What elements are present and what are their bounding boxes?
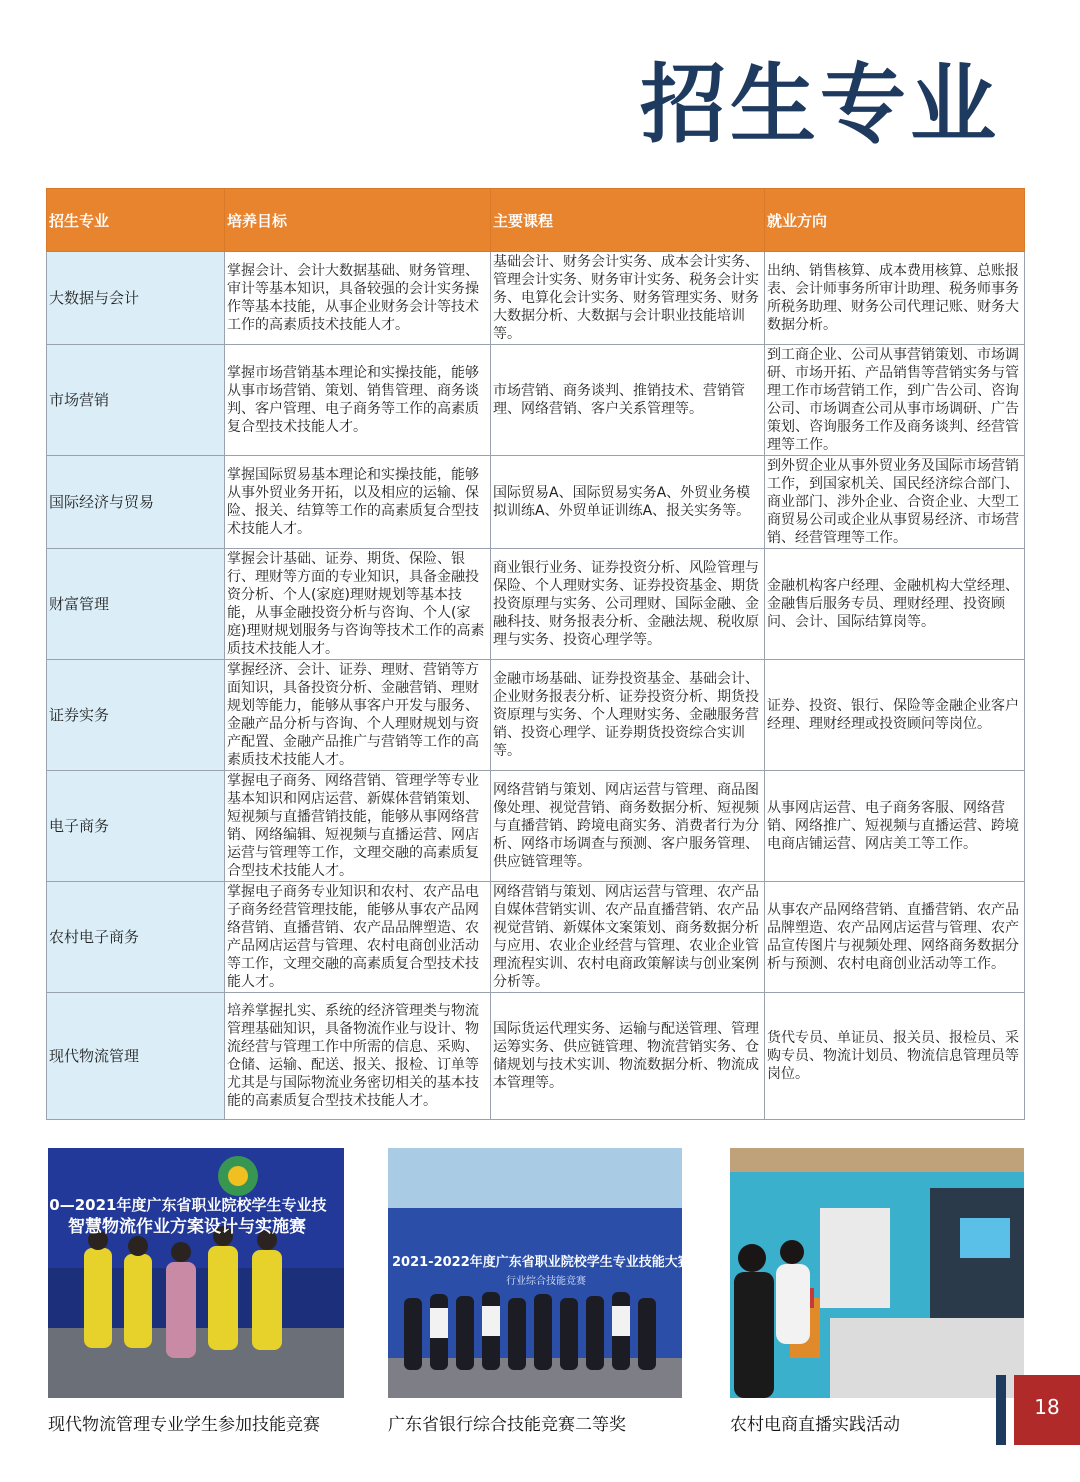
header-courses: 主要课程 — [491, 189, 765, 252]
career-cell: 从事农产品网络营销、直播营销、农产品品牌塑造、农产品网店运营与管理、农产品宣传图片与视频处理、网络商务数据分析与预测、农村电商创业活动等工作。 — [765, 882, 1025, 993]
photo-bank-banner-line2: 行业综合技能竞赛 — [506, 1276, 586, 1287]
courses-cell: 网络营销与策划、网店运营与管理、商品图像处理、视觉营销、商务数据分析、短视频与直播营销、跨境电商实务、消费者行为分析、网络市场调查与预测、客户服务管理、供应链管理等。 — [491, 771, 765, 882]
table-row — [47, 993, 1025, 1120]
career-cell: 到外贸企业从事外贸业务及国际市场营销工作，到国家机关、国民经济综合部门、商业部门、涉外企业、合资企业、大型工商贸易公司或企业从事贸易经济、市场营销、经营管理等工作。 — [765, 456, 1025, 549]
career-cell: 证券、投资、银行、保险等金融企业客户经理、理财经理或投资顾问等岗位。 — [765, 660, 1025, 771]
career-cell: 出纳、销售核算、成本费用核算、总账报表、会计师事务所审计助理、税务师事务所税务助理、财务公司代理记账、财务大数据分析。 — [765, 252, 1025, 345]
major-cell: 证券实务 — [47, 660, 225, 771]
page-number: 18 — [1014, 1375, 1080, 1445]
goal-cell: 掌握电子商务专业知识和农村、农产品电子商务经营管理技能，能够从事农产品网络营销、直播营销、农产品品牌塑造、农产品网店运营与管理、农村电商创业活动等工作，文理交融的高素质复合型技术技能人才。 — [225, 882, 491, 993]
courses-cell: 金融市场基础、证券投资基金、基础会计、企业财务报表分析、证券投资分析、期货投资原理与实务、个人理财实务、金融服务营销、投资心理学、证券期货投资综合实训等。 — [491, 660, 765, 771]
courses-cell: 国际贸易A、国际贸易实务A、外贸业务模拟训练A、外贸单证训练A、报关实务等。 — [491, 456, 765, 549]
major-cell: 市场营销 — [47, 345, 225, 456]
photo-bank-banner-line1: 2021-2022年度广东省职业院校学生专业技能大赛（高 — [392, 1255, 717, 1270]
photo-logistics-competition-image — [18, 1148, 344, 1398]
photo-logistics-banner-line1: 2020—2021年度广东省职业院校学生专业技 — [18, 1196, 327, 1214]
table-header-row — [47, 189, 1025, 252]
goal-cell: 掌握国际贸易基本理论和实操技能，能够从事外贸业务开拓，以及相应的运输、保险、报关、结算等工作的高素质复合型技术技能人才。 — [225, 456, 491, 549]
photo-livestream-practice — [730, 1148, 1024, 1398]
courses-cell: 市场营销、商务谈判、推销技术、营销管理、网络营销、客户关系管理等。 — [491, 345, 765, 456]
career-cell: 从事网店运营、电子商务客服、网络营销、网络推广、短视频与直播运营、跨境电商店铺运营、网店美工等工作。 — [765, 771, 1025, 882]
photo-logistics-competition — [18, 1148, 344, 1398]
photo-bank-competition — [388, 1148, 717, 1398]
goal-cell: 掌握会计基础、证券、期货、保险、银行、理财等方面的专业知识，具备金融投资分析、个人(家庭)理财规划等基本技能，从事金融投资分析与咨询、个人(家庭)理财规划服务与咨询等技术工作的高素质技术技能人才。 — [225, 549, 491, 660]
major-cell: 电子商务 — [47, 771, 225, 882]
photo-section — [0, 1140, 1080, 1482]
courses-cell: 网络营销与策划、网店运营与管理、农产品自媒体营销实训、农产品直播营销、农产品视觉营销、新媒体文案策划、商务数据分析与应用、农业企业经营与管理、农业企业管理流程实训、农村电商政策解读与创业案例分析等。 — [491, 882, 765, 993]
courses-cell: 国际货运代理实务、运输与配送管理、管理运筹实务、供应链管理、物流营销实务、仓储规划与技术实训、物流数据分析、物流成本管理等。 — [491, 993, 765, 1120]
photo-bank-competition-image — [388, 1148, 717, 1398]
table-row — [47, 882, 1025, 993]
courses-cell: 商业银行业务、证券投资分析、风险管理与保险、个人理财实务、证券投资基金、期货投资原理与实务、公司理财、国际金融、金融科技、财务报表分析、金融法规、税收原理与实务、投资心理学等。 — [491, 549, 765, 660]
courses-cell: 基础会计、财务会计实务、成本会计实务、管理会计实务、财务审计实务、税务会计实务、电算化会计实务、财务管理实务、财务大数据分析、大数据与会计职业技能培训等。 — [491, 252, 765, 345]
page-number-accent-bar — [996, 1375, 1006, 1445]
career-cell: 到工商企业、公司从事营销策划、市场调研、市场开拓、产品销售等营销实务与管理工作市场营销工作，到广告公司、咨询公司、市场调查公司从事市场调研、广告策划、咨询服务工作及商务谈判、经营管理等工作。 — [765, 345, 1025, 456]
goal-cell: 掌握市场营销基本理论和实操技能，能够从事市场营销、策划、销售管理、商务谈判、客户管理、电子商务等工作的高素质复合型技术技能人才。 — [225, 345, 491, 456]
photo-bank-caption: 广东省银行综合技能竞赛二等奖 — [388, 1415, 626, 1435]
major-cell: 国际经济与贸易 — [47, 456, 225, 549]
goal-cell: 掌握会计、会计大数据基础、财务管理、审计等基本知识，具备较强的会计实务操作等基本技能，从事企业财务会计等技术工作的高素质技术技能人才。 — [225, 252, 491, 345]
goal-cell: 掌握经济、会计、证券、理财、营销等方面知识，具备投资分析、金融营销、理财规划等能力，能够从事客户开发与服务、金融产品分析与咨询、个人理财规划与资产配置、金融产品推广与营销等工作的高素质技术技能人才。 — [225, 660, 491, 771]
table-row — [47, 345, 1025, 456]
majors-table — [46, 188, 1025, 1120]
table-row — [47, 549, 1025, 660]
page-title: 招生专业 — [640, 55, 1000, 155]
table-row — [47, 771, 1025, 882]
photo-livestream-caption: 农村电商直播实践活动 — [730, 1415, 900, 1435]
photo-logistics-banner-line2: 智慧物流作业方案设计与实施赛 — [68, 1217, 306, 1237]
table-row — [47, 456, 1025, 549]
major-cell: 大数据与会计 — [47, 252, 225, 345]
header-goal: 培养目标 — [225, 189, 491, 252]
table-row — [47, 660, 1025, 771]
goal-cell: 培养掌握扎实、系统的经济管理类与物流管理基础知识，具备物流作业与设计、物流经营与管理工作中所需的信息、采购、仓储、运输、配送、报关、报检、订单等尤其是与国际物流业务密切相关的基本技能的高素质复合型技术技能人才。 — [225, 993, 491, 1120]
major-cell: 农村电子商务 — [47, 882, 225, 993]
major-cell: 财富管理 — [47, 549, 225, 660]
career-cell: 金融机构客户经理、金融机构大堂经理、金融售后服务专员、理财经理、投资顾问、会计、国际结算岗等。 — [765, 549, 1025, 660]
photo-livestream-practice-image — [730, 1148, 1024, 1398]
header-career: 就业方向 — [765, 189, 1025, 252]
major-cell: 现代物流管理 — [47, 993, 225, 1120]
majors-table-wrapper — [46, 188, 1024, 1120]
table-row — [47, 252, 1025, 345]
career-cell: 货代专员、单证员、报关员、报检员、采购专员、物流计划员、物流信息管理员等岗位。 — [765, 993, 1025, 1120]
goal-cell: 掌握电子商务、网络营销、管理学等专业基本知识和网店运营、新媒体营销策划、短视频与直播营销技能，能够从事网络营销、网络编辑、短视频与直播运营、网店运营与管理等工作，文理交融的高素质复合型技术技能人才。 — [225, 771, 491, 882]
photo-logistics-caption: 现代物流管理专业学生参加技能竞赛 — [48, 1415, 320, 1435]
header-major: 招生专业 — [47, 189, 225, 252]
